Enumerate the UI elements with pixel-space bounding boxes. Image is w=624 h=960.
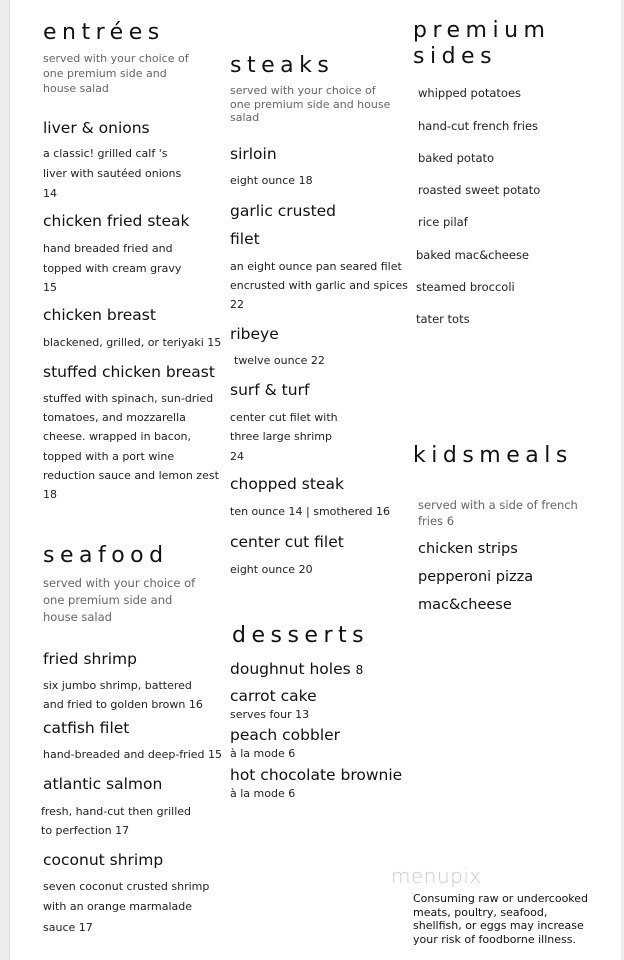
menu-item-name: surf & turf [230,381,310,399]
page-edge [0,0,10,960]
menu-item-name: catfish filet [43,719,130,737]
menu-item-desc: with an orange marmalade [43,900,193,913]
menu-item-desc: liver with sautéed onions [43,167,182,180]
menu-item-desc: seven coconut crusted shrimp [43,880,210,893]
menu-item-price: 24 [230,450,244,463]
menu-item-name: coconut shrimp [43,851,164,869]
desserts-title: desserts [232,623,370,648]
menu-item-price: 22 [230,298,244,311]
menu-item-price: 18 [43,488,57,501]
sides-title: sides [413,44,498,69]
menu-item-name: liver & onions [43,119,150,137]
menu-item-desc: fresh, hand-cut then grilled [41,805,192,818]
dessert-name: doughnut holes [230,660,351,678]
kids-desc: fries 6 [418,514,455,528]
entrees-desc: served with your choice of [43,52,189,65]
side-item: whipped potatoes [418,86,522,100]
menu-item-desc: reduction sauce and lemon zest [43,469,219,482]
menu-item-desc: center cut filet with [230,411,338,424]
side-item: hand-cut french fries [418,119,539,133]
menu-item-name: hot chocolate brownie [230,766,403,784]
menu-item-desc: a classic! grilled calf 's [43,147,168,160]
seafood-title: seafood [43,543,169,568]
kids-title: kidsmeals [413,443,573,468]
menu-item-desc: tomatoes, and mozzarella [43,411,186,424]
menu-item-name: carrot cake [230,687,317,705]
menu-item-desc: hand-breaded and deep-fried 15 [43,748,222,761]
menu-item-desc: encrusted with garlic and spices [230,279,408,292]
menu-item-name: sirloin [230,145,277,163]
menu-item-desc: hand breaded fried and [43,242,173,255]
seafood-desc: house salad [43,610,112,624]
menu-item-name [230,659,363,680]
side-item: baked potato [418,151,495,165]
steaks-title: steaks [230,53,335,78]
menu-item-name: atlantic salmon [43,775,163,793]
menu-item-desc: à la mode 6 [230,747,296,760]
menu-item-desc: six jumbo shrimp, battered [43,679,192,692]
sides-title: premium [413,18,551,43]
side-item: steamed broccoli [416,280,515,294]
entrees-desc: house salad [43,82,109,95]
kids-item: mac&cheese [418,597,512,613]
side-item: tater tots [416,312,470,326]
menu-item-name: stuffed chicken breast [43,363,215,381]
dessert-price: 8 [355,663,364,677]
menu-item-desc: three large shrimp [230,430,332,443]
entrees-title: entrées [43,20,165,45]
side-item: baked mac&cheese [416,248,529,262]
menu-item-desc: topped with a port wine [43,450,175,463]
menu-item-desc: to perfection 17 [41,824,130,837]
kids-item: pepperoni pizza [418,569,534,585]
menu-item-price: 15 [43,281,57,294]
menu-item-name: filet [230,230,260,248]
menu-item-name: ribeye [230,325,279,343]
menu-item-name: chicken fried steak [43,212,190,230]
menupix-watermark: menupix [391,864,482,888]
menu-item-name: fried shrimp [43,650,137,668]
side-item: roasted sweet potato [418,183,541,197]
menu-item-price: 14 [43,187,57,200]
kids-item: chicken strips [418,541,518,557]
steaks-desc: salad [230,111,260,124]
kids-desc: served with a side of french [418,498,578,512]
menu-item-name: chopped steak [230,475,344,493]
menu-item-desc: eight ounce 18 [230,174,313,187]
seafood-desc: served with your choice of [43,576,196,590]
menu-item-desc: à la mode 6 [230,787,296,800]
seafood-desc: one premium side and [43,593,173,607]
food-safety-disclaimer: Consuming raw or undercooked meats, poultry, seafood, shellfish, or eggs may increase your risk of foodborne illness. [413,892,589,946]
side-item: rice pilaf [418,215,468,229]
menu-item-desc: ten ounce 14 | smothered 16 [230,505,390,518]
menu-item-desc: eight ounce 20 [230,563,313,576]
steaks-desc: served with your choice of [230,84,376,97]
menu-item-name: chicken breast [43,306,156,324]
menu-item-name: garlic crusted [230,202,337,220]
menu-item-desc: twelve ounce 22 [234,354,325,367]
menu-item-desc: stuffed with spinach, sun-dried [43,392,214,405]
menu-item-desc: and fried to golden brown 16 [43,698,203,711]
menu-item-desc: cheese. wrapped in bacon, [43,430,192,443]
menu-item-desc: sauce 17 [43,921,93,934]
menu-item-desc: topped with cream gravy [43,262,182,275]
menu-item-name: peach cobbler [230,726,341,744]
menu-item-desc: blackened, grilled, or teriyaki 15 [43,336,222,349]
menu-item-desc: serves four 13 [230,708,310,721]
steaks-desc: one premium side and house [230,97,391,111]
entrees-desc: one premium side and [43,67,167,80]
menu-item-name: center cut filet [230,533,344,551]
menu-item-desc: an eight ounce pan seared filet [230,260,402,273]
